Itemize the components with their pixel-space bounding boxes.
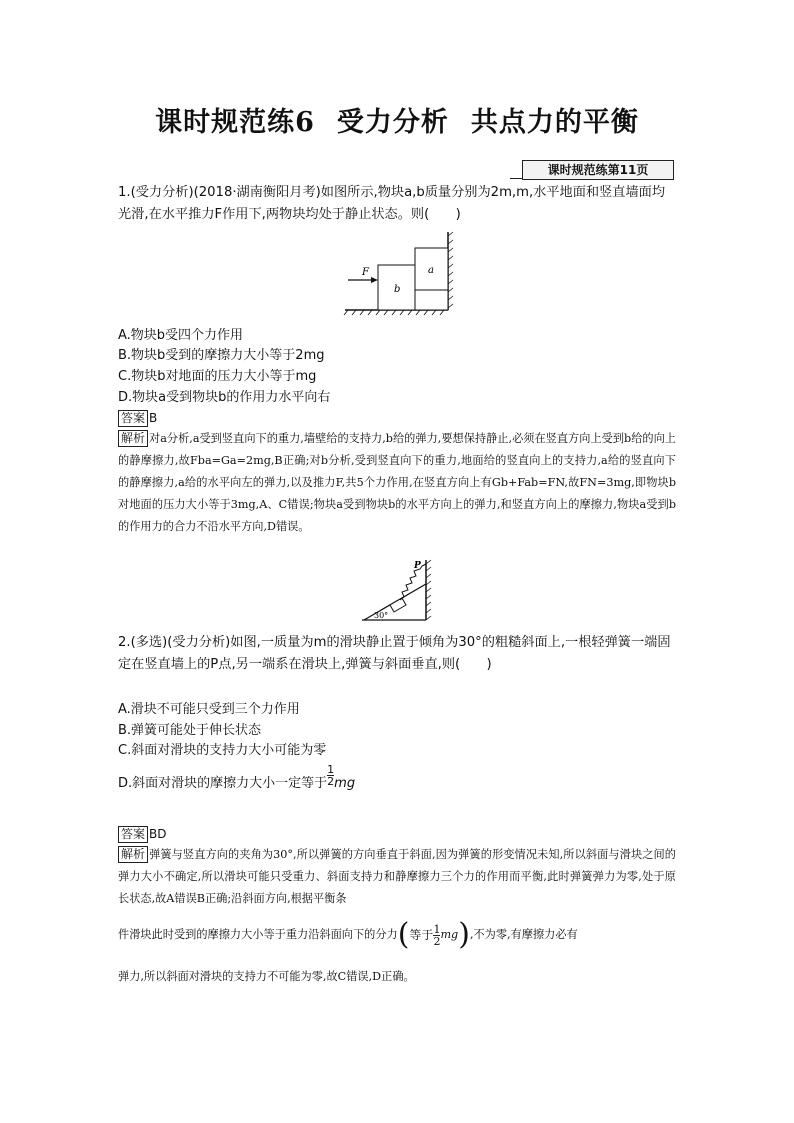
q2-answer bbox=[118, 826, 167, 843]
q2-answer-tag: 答案 bbox=[118, 826, 148, 843]
q2-label-p: P bbox=[414, 561, 421, 571]
q2-option-a[interactable]: A.滑块不可能只受到三个力作用 bbox=[118, 702, 300, 717]
frac-den: 2 bbox=[433, 934, 441, 948]
q1-explanation-text: 对a分析,a受到竖直向下的重力,墙壁给的支持力,b给的弹力,要想保持静止,必须在竖直方向上受到b给的向上的静摩擦力,故Fba=Ga=2mg,B正确;对b分析,受到竖直向下的重力,地面给的竖直向上的支持力,a给的竖直向下的静摩擦力,a给的水平向左的弹力,以及推力F,共5个力作用,在竖直方向上有Gb+Fab=FN,故FN=3mg,即物块b对地面的压力大小等于3mg,A、C错误;物块a受到物块b的水平方向上的弹力,和竖直方向上的摩擦力,物块a受到b的作用力的合力不沿水平方向,D错误。 bbox=[118, 432, 676, 533]
q2-explanation bbox=[118, 844, 676, 910]
title-part-1: 课时规范练6 bbox=[155, 107, 315, 138]
page-ref-box[interactable]: 课时规范练第11页 bbox=[522, 160, 674, 180]
q2-option-d-tail: mg bbox=[334, 776, 356, 791]
q1-label-f: F bbox=[362, 267, 369, 278]
q2-option-d-fraction bbox=[327, 764, 334, 787]
title-part-2: 受力分析 bbox=[336, 107, 449, 138]
q1-explain-tag: 解析 bbox=[118, 430, 148, 447]
q2-option-b[interactable]: B.弹簧可能处于伸长状态 bbox=[118, 723, 262, 738]
q1-block-lower bbox=[415, 290, 448, 310]
frac-num: 1 bbox=[327, 763, 335, 776]
q2-option-d-text: D.斜面对滑块的摩擦力大小一定等于 bbox=[118, 776, 328, 791]
q2-paren-tail: mg bbox=[440, 928, 459, 941]
q2-explanation-text-2a: 件滑块此时受到的摩擦力大小等于重力沿斜面向下的分力 bbox=[118, 928, 398, 941]
q2-answer-value: BD bbox=[149, 827, 167, 841]
q1-stem: 1.(受力分析)(2018·湖南衡阳月考)如图所示,物块a,b质量分别为2m,m,水平地面和竖直墙面均光滑,在水平推力F作用下,两物块均处于静止状态。则( ) bbox=[118, 185, 666, 222]
q1-option-c[interactable]: C.物块b对地面的压力大小等于mg bbox=[118, 369, 317, 384]
q1-arrow-head bbox=[371, 277, 378, 283]
q1-answer-value: B bbox=[149, 411, 158, 425]
q2-spring bbox=[400, 564, 426, 600]
q1-label-a: a bbox=[428, 265, 434, 276]
q2-stem: 2.(多选)(受力分析)如图,一质量为m的滑块静止置于倾角为30°的粗糙斜面上,一根轻弹簧一端固定在竖直墙上的P点,另一端系在滑块上,弹簧与斜面垂直,则( ) bbox=[118, 635, 671, 672]
frac-den: 2 bbox=[327, 775, 335, 788]
q2-option-d[interactable] bbox=[118, 763, 356, 795]
q2-paren-prefix: 等于 bbox=[409, 928, 434, 942]
q2-label-angle: 30° bbox=[374, 611, 389, 620]
q2-explanation-line-3: 弹力,所以斜面对滑块的支持力不可能为零,故C错误,D正确。 bbox=[118, 970, 415, 983]
page-title bbox=[0, 100, 794, 139]
q2-figure bbox=[360, 558, 440, 628]
paren-right-icon: ) bbox=[458, 917, 470, 952]
paren-left-icon: ( bbox=[397, 917, 410, 952]
q2-explanation-text-1: 弹簧与竖直方向的夹角为30°,所以弹簧的方向垂直于斜面,因为弹簧的形变情况未知,所以斜面与滑块之间的弹力大小不确定,所以滑块可能只受重力、斜面支持力和静摩擦力三个力的作用而平衡,此时弹簧弹力为零,处于原长状态,故A错误B正确;沿斜面方向,根据平衡条 bbox=[118, 848, 676, 905]
q2-option-c[interactable]: C.斜面对滑块的支持力大小可能为零 bbox=[118, 743, 327, 758]
q1-option-b[interactable]: B.物块b受到的摩擦力大小等于2mg bbox=[118, 348, 325, 363]
q1-figure bbox=[340, 228, 460, 318]
q1-label-b: b bbox=[394, 284, 401, 295]
q1-explanation bbox=[118, 428, 676, 538]
q2-explanation-line-2 bbox=[118, 912, 676, 958]
q2-explain-tag: 解析 bbox=[118, 846, 148, 863]
q2-explanation-text-2b: ,不为零,有摩擦力必有 bbox=[469, 928, 578, 941]
title-part-3: 共点力的平衡 bbox=[470, 107, 639, 138]
q1-answer-tag: 答案 bbox=[118, 410, 148, 427]
q1-answer bbox=[118, 410, 157, 427]
frac-num: 1 bbox=[433, 922, 441, 936]
q1-option-d[interactable]: D.物块a受到物块b的作用力水平向右 bbox=[118, 390, 331, 405]
q1-option-a[interactable]: A.物块b受四个力作用 bbox=[118, 328, 244, 343]
q2-block bbox=[390, 598, 406, 612]
